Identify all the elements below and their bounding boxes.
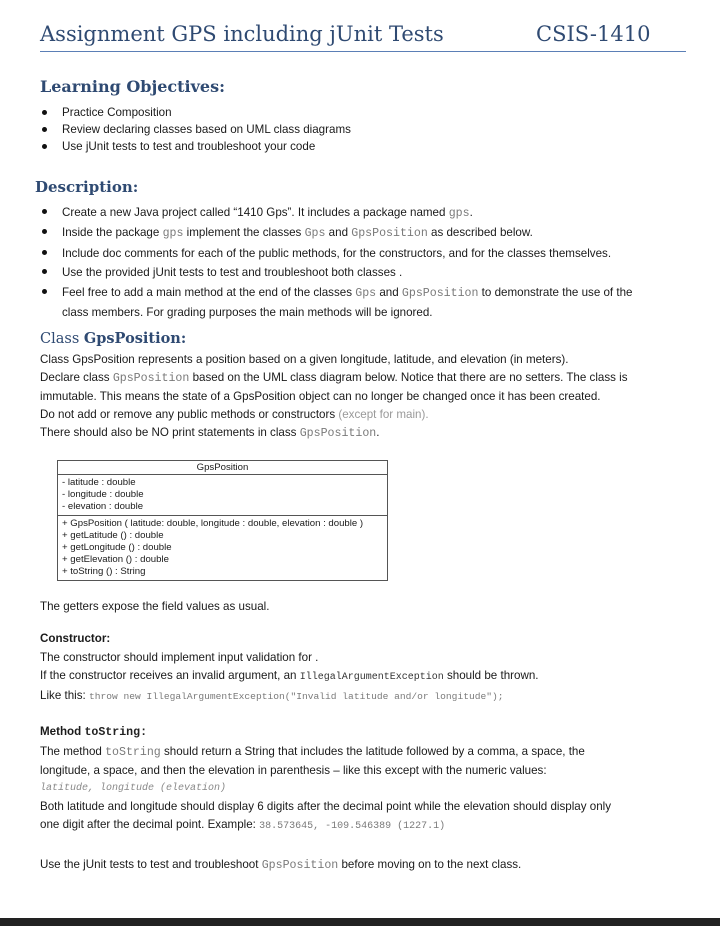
getters-text: The getters expose the field values as usual. bbox=[40, 600, 270, 613]
inline-code: gps bbox=[162, 227, 184, 241]
list-item: Use the provided jUnit tests to test and troubleshoot both classes . bbox=[40, 263, 690, 282]
inline-code: GpsPosition bbox=[112, 372, 190, 385]
uml-method: + GpsPosition ( latitude: double, longitude : double, elevation : double ) bbox=[62, 518, 364, 529]
tostring-heading: Method toString: bbox=[40, 725, 148, 739]
uml-field: - longitude : double bbox=[62, 489, 144, 500]
list-item: Include doc comments for each of the public methods, for the constructors, and for the classes themselves. bbox=[40, 244, 690, 263]
header-divider bbox=[40, 51, 686, 52]
uml-method: + toString () : String bbox=[62, 566, 146, 577]
description-heading: Description: bbox=[35, 178, 139, 196]
inline-code: 38.573645, -109.546389 (1227.1) bbox=[259, 821, 446, 832]
inline-code: GpsPosition bbox=[261, 859, 339, 872]
inline-code: GpsPosition bbox=[351, 227, 428, 241]
inline-code: IllegalArgumentException bbox=[299, 672, 444, 683]
tostring-description: The method toString should return a String that includes the latitude followed by a comma, a space, the longitude, a space, and then the elevation in parenthesis – like this except with the numeric values: latitude, longitude (elevation) Both latitude and longitude should display 6 digits after the decimal point while the elevation should display only one digit after the decimal point. Example: 38.573645, -109.546389 (1227.1) bbox=[40, 743, 705, 836]
closing-text: Use the jUnit tests to test and troubleshoot GpsPosition before moving on to the next class. bbox=[40, 858, 522, 872]
learning-objectives-heading: Learning Objectives: bbox=[40, 77, 226, 96]
inline-code: gps bbox=[448, 207, 470, 220]
constructor-heading: Constructor: bbox=[40, 632, 111, 645]
list-item: Review declaring classes based on UML class diagrams bbox=[40, 121, 680, 138]
list-item: Practice Composition bbox=[40, 104, 680, 121]
inline-code: GpsPosition bbox=[299, 427, 377, 440]
list-item: Use jUnit tests to test and troubleshoot your code bbox=[40, 138, 680, 155]
list-item: Create a new Java project called “1410 Gps”. It includes a package named gps. bbox=[40, 203, 690, 223]
list-item: Inside the package gps implement the classes Gps and GpsPosition as described below. bbox=[40, 223, 690, 243]
uml-method: + getLatitude () : double bbox=[62, 530, 164, 541]
class-description: Class GpsPosition represents a position based on a given longitude, latitude, and elevation (in meters). Declare class GpsPosition based on the UML class diagram below. Notice that there are no setters. The class is immutable. This means the state of a GpsPosition object can no longer be changed once it has been created. Do not add or remove any public methods or constructors (except for main). There should also be NO print statements in class GpsPosition. bbox=[40, 353, 628, 440]
description-list bbox=[40, 203, 690, 322]
course-code: CSIS-1410 bbox=[536, 22, 651, 46]
uml-field: - elevation : double bbox=[62, 501, 144, 512]
uml-methods bbox=[58, 516, 387, 580]
constructor-description: The constructor should implement input validation for . If the constructor receives an invalid argument, an IllegalArgumentException should be thrown. Like this: throw new IllegalArgumentException("Invalid latitude and/or longitude"); bbox=[40, 651, 539, 702]
uml-method: + getLongitude () : double bbox=[62, 542, 172, 553]
class-heading: Class GpsPosition: bbox=[40, 330, 187, 347]
inline-code: GpsPosition bbox=[401, 286, 479, 300]
inline-code: Gps bbox=[355, 286, 377, 300]
document-title: Assignment GPS including jUnit Tests bbox=[40, 22, 444, 46]
uml-method: + getElevation () : double bbox=[62, 554, 169, 565]
list-item: Feel free to add a main method at the end of the classes Gps and GpsPosition to demonstrate the use of the class members. For grading purposes the main methods will be ignored. bbox=[40, 283, 690, 323]
uml-class-diagram bbox=[57, 460, 388, 581]
inline-code: toString bbox=[105, 746, 161, 759]
uml-field: - latitude : double bbox=[62, 477, 136, 488]
uml-class-name: GpsPosition bbox=[58, 461, 387, 475]
inline-code: throw new IllegalArgumentException("Invalid latitude and/or longitude"); bbox=[88, 691, 504, 702]
inline-code: Gps bbox=[304, 227, 326, 241]
format-example: latitude, longitude (elevation) bbox=[40, 783, 227, 794]
uml-fields bbox=[58, 475, 387, 516]
learning-objectives-list bbox=[40, 104, 680, 155]
bottom-bar bbox=[0, 918, 720, 926]
